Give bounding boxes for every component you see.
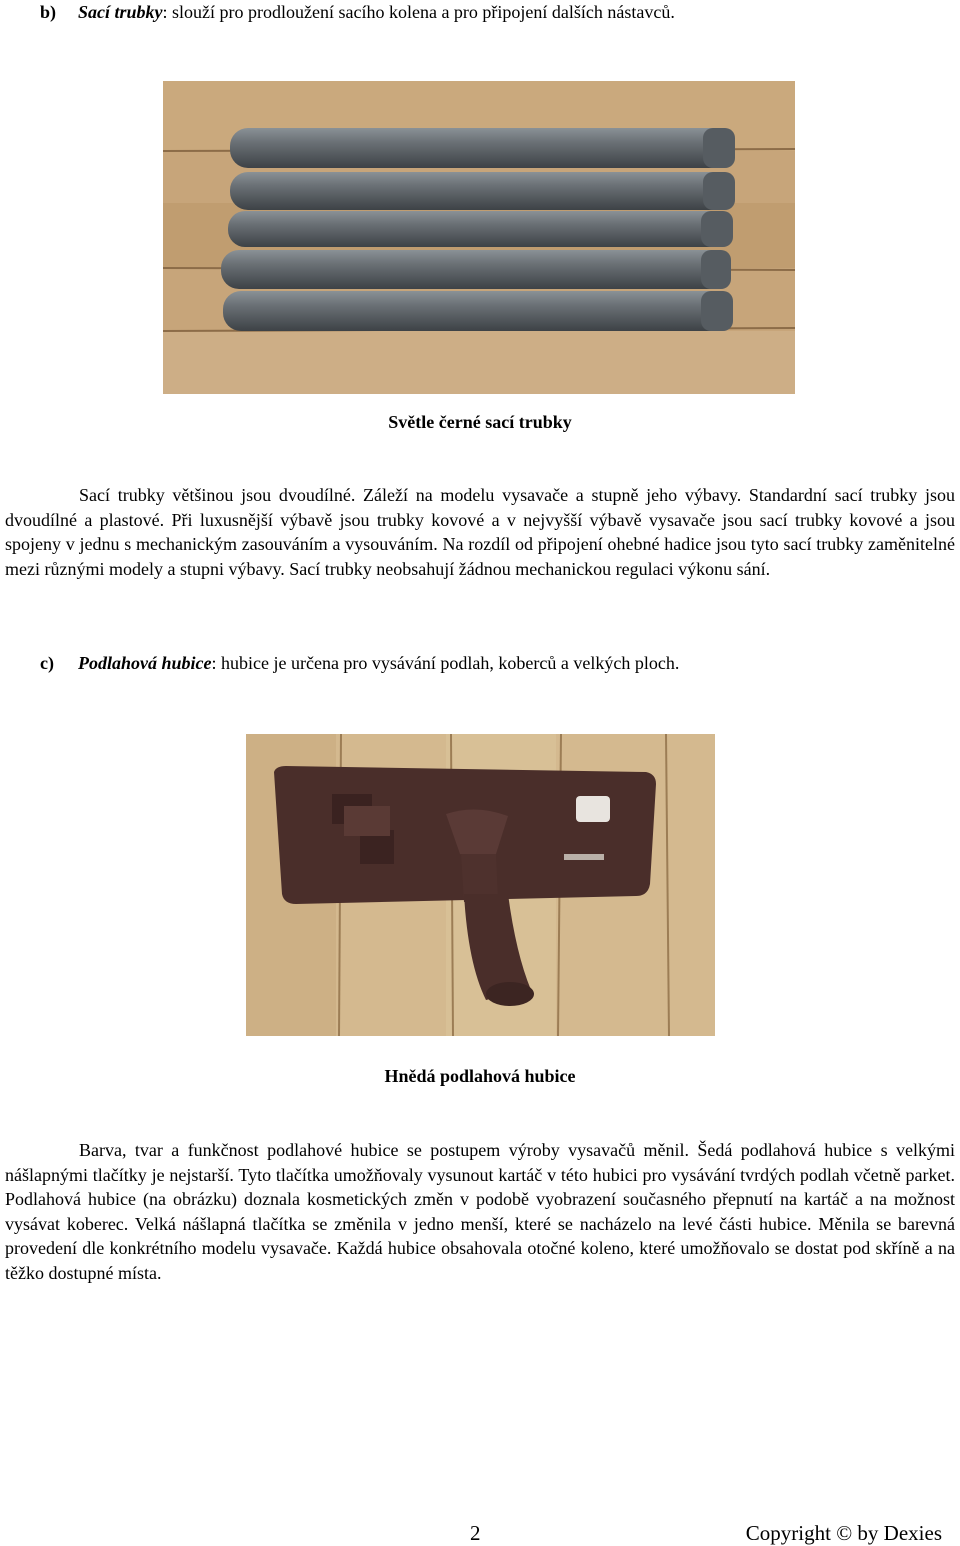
- section-b-description: : slouží pro prodloužení sacího kolena a pro připojení dalších nástavců.: [162, 2, 675, 22]
- floor-nozzle-photo: [246, 734, 715, 1036]
- section-c-marker: c): [40, 653, 54, 673]
- figure-2-caption: Hnědá podlahová hubice: [384, 1066, 576, 1086]
- section-b-marker: b): [40, 2, 57, 22]
- section-b-term: Sací trubky: [78, 2, 163, 22]
- section-c-description: : hubice je určena pro vysávání podlah, koberců a velkých ploch.: [211, 653, 680, 673]
- section-c-term: Podlahová hubice: [78, 653, 212, 673]
- section-b-heading: [40, 2, 675, 23]
- suction-tubes-photo: [163, 81, 795, 394]
- paragraph-suction-tubes: Sací trubky většinou jsou dvoudílné. Záleží na modelu vysavače a stupně jeho výbavy. Standardní sací trubky jsou dvoudílné a plastové. Při luxusnější výbavě jsou trubky kovové a v nejvyšší výbavě vysavače jsou sací trubky kovové a jsou spojeny v jednu s mechanickým zasouváním a vysouváním. Na rozdíl od připojení ohebné hadice jsou tyto sací trubky zaměnitelné mezi různými modely a stupni výbavy. Sací trubky neobsahují žádnou mechanickou regulaci výkonu sání.: [5, 485, 955, 579]
- page-number: 2: [470, 1521, 481, 1545]
- section-c-heading: [40, 653, 679, 674]
- copyright-notice: Copyright © by Dexies: [745, 1521, 942, 1545]
- figure-1-caption: Světle černé sací trubky: [388, 412, 572, 432]
- paragraph-floor-nozzle: Barva, tvar a funkčnost podlahové hubice se postupem výroby vysavačů měnil. Šedá podlahová hubice s velkými nášlapnými tlačítky je nejstarší. Tyto tlačítka umožňovaly vysunout kartáč v této hubici pro vysávání tvrdých podlah včetně parket. Podlahová hubice (na obrázku) doznala kosmetických změn v podobě vyobrazení současného přepnutí na kartáč a na možnost vysávat koberec. Velká nášlapná tlačítka se změnila v jedno menší, které se nacházelo na levé části hubice. Měnila se barevná provedení dle konkrétního modelu vysavače. Každá hubice obsahovala otočné koleno, které umožňovalo se dostat pod skříně a na těžko dostupné místa.: [5, 1140, 955, 1283]
